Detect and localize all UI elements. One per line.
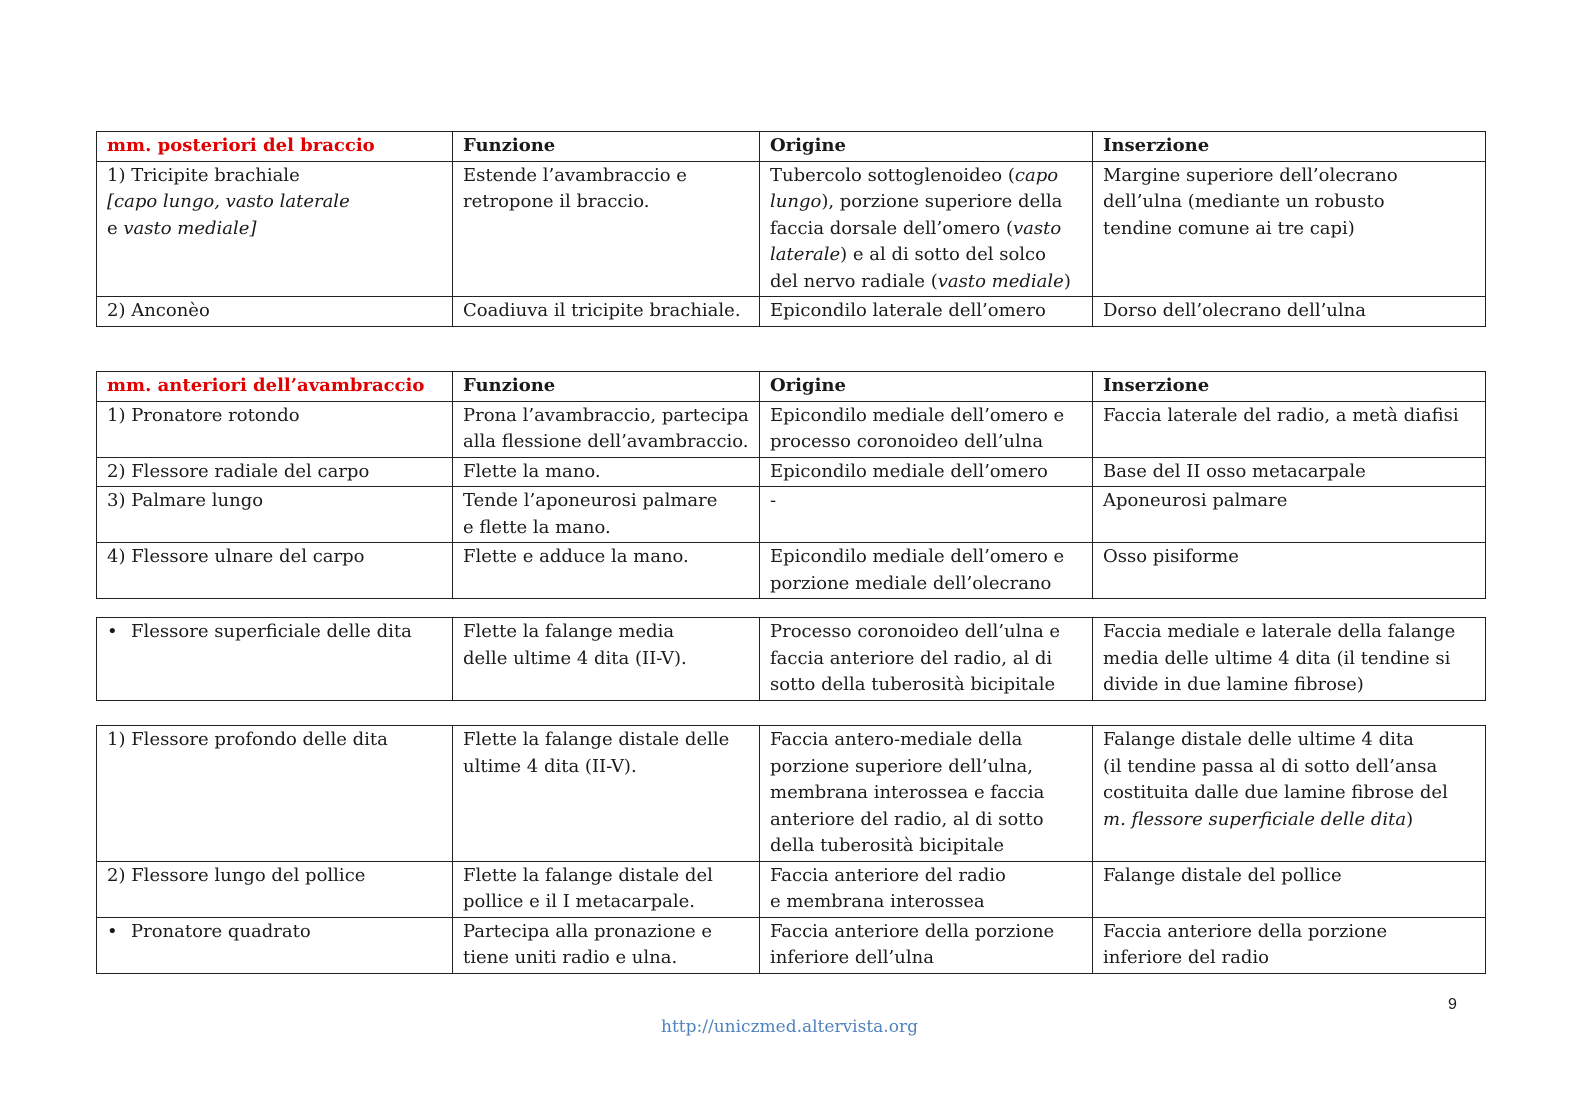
muscle-name: • Flessore superficiale delle dita [97,618,453,701]
table-anterior-forearm [96,371,1486,599]
muscle-name: 1) Flessore profondo delle dita [97,726,453,862]
insertion-cell: Faccia anteriore della porzione inferiore del radio [1093,917,1486,973]
function-cell: Flette la falange media delle ultime 4 dita (II-V). [453,618,760,701]
col-header-funzione: Funzione [453,372,760,402]
table-row [97,618,1486,701]
table-row [97,543,1486,599]
table-row [97,457,1486,487]
origin-cell: Epicondilo mediale dell’omero [760,457,1093,487]
function-cell: Flette la falange distale del pollice e il I metacarpale. [453,861,760,917]
table-deep-flexors [96,725,1486,974]
table-header-row [97,132,1486,162]
col-header-funzione: Funzione [453,132,760,162]
col-header-inserzione: Inserzione [1093,132,1486,162]
table-row [97,401,1486,457]
origin-cell: Faccia anteriore della porzione inferiore dell’ulna [760,917,1093,973]
function-cell: Flette la mano. [453,457,760,487]
origin-cell: Faccia antero-mediale della porzione superiore dell’ulna, membrana interossea e faccia anteriore del radio, al di sotto della tuberosità bicipitale [760,726,1093,862]
function-cell: Prona l’avambraccio, partecipa alla flessione dell’avambraccio. [453,401,760,457]
insertion-cell: Base del II osso metacarpale [1093,457,1486,487]
footer-link[interactable]: http://uniczmed.altervista.org [661,1017,918,1037]
origin-cell: Epicondilo mediale dell’omero e processo coronoideo dell’ulna [760,401,1093,457]
table-header-row [97,372,1486,402]
origin-cell: Epicondilo mediale dell’omero e porzione mediale dell’olecrano [760,543,1093,599]
col-header-origine: Origine [760,132,1093,162]
function-cell: Estende l’avambraccio e retropone il braccio. [453,161,760,297]
bullet-icon: • [107,920,118,942]
page-number: 9 [1448,996,1457,1013]
section-title: mm. anteriori dell’avambraccio [97,372,453,402]
origin-cell: Epicondilo laterale dell’omero [760,297,1093,327]
muscle-name: 2) Flessore radiale del carpo [97,457,453,487]
muscle-name: 1) Pronatore rotondo [97,401,453,457]
origin-cell: - [760,487,1093,543]
section-title: mm. posteriori del braccio [97,132,453,162]
origin-cell: Faccia anteriore del radio e membrana interossea [760,861,1093,917]
col-header-inserzione: Inserzione [1093,372,1486,402]
col-header-origine: Origine [760,372,1093,402]
origin-cell: Tubercolo sottoglenoideo (capo lungo), porzione superiore della faccia dorsale dell’omero (vasto laterale) e al di sotto del solco del nervo radiale (vasto mediale) [760,161,1093,297]
function-cell: Coadiuva il tricipite brachiale. [453,297,760,327]
insertion-cell: Falange distale delle ultime 4 dita (il tendine passa al di sotto dell’ansa costituita dalle due lamine fibrose del m. flessore superficiale delle dita) [1093,726,1486,862]
table-row [97,487,1486,543]
insertion-cell: Faccia laterale del radio, a metà diafisi [1093,401,1486,457]
origin-cell: Processo coronoideo dell’ulna e faccia anteriore del radio, al di sotto della tuberosità bicipitale [760,618,1093,701]
function-cell: Flette la falange distale delle ultime 4 dita (II-V). [453,726,760,862]
muscle-name: • Pronatore quadrato [97,917,453,973]
table-row [97,297,1486,327]
table-row [97,917,1486,973]
insertion-cell: Aponeurosi palmare [1093,487,1486,543]
muscle-name: 3) Palmare lungo [97,487,453,543]
bullet-icon: • [107,621,118,642]
function-cell: Tende l’aponeurosi palmare e flette la mano. [453,487,760,543]
table-row [97,161,1486,297]
function-cell: Partecipa alla pronazione e tiene uniti radio e ulna. [453,917,760,973]
table-row [97,861,1486,917]
muscle-name: 1) Tricipite brachiale [capo lungo, vasto laterale e vasto mediale] [97,161,453,297]
muscle-name: 4) Flessore ulnare del carpo [97,543,453,599]
table-row [97,726,1486,862]
muscle-name: 2) Anconèo [97,297,453,327]
table-posterior-arm [96,131,1486,327]
insertion-cell: Falange distale del pollice [1093,861,1486,917]
table-superficial-flexor [96,617,1486,701]
insertion-cell: Faccia mediale e laterale della falange media delle ultime 4 dita (il tendine si divide in due lamine fibrose) [1093,618,1486,701]
insertion-cell: Dorso dell’olecrano dell’ulna [1093,297,1486,327]
insertion-cell: Margine superiore dell’olecrano dell’ulna (mediante un robusto tendine comune ai tre capi) [1093,161,1486,297]
insertion-cell: Osso pisiforme [1093,543,1486,599]
muscle-name: 2) Flessore lungo del pollice [97,861,453,917]
function-cell: Flette e adduce la mano. [453,543,760,599]
